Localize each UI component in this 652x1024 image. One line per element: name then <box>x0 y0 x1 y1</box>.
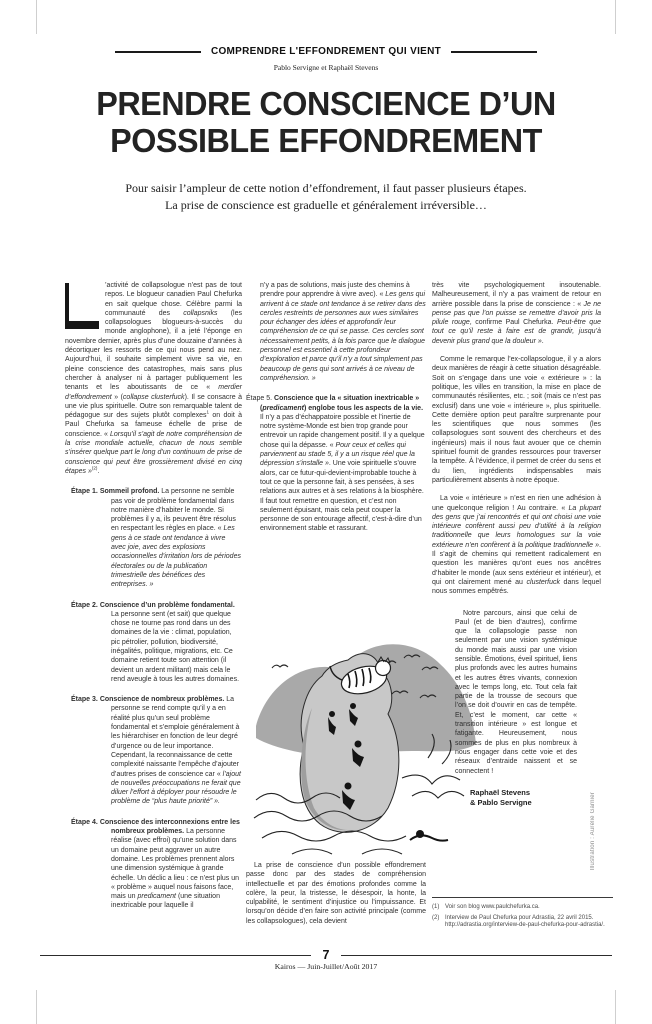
etape-1-title: Sommeil profond. <box>99 488 160 496</box>
footer-rule-left <box>40 955 311 956</box>
kicker: COMPRENDRE L'EFFONDREMENT QUI VIENT <box>210 46 442 57</box>
footnote-2-text: Interview de Paul Chefurka pour Adrastia, 22 avril 2015. http://adrastia.org/interview-de-paul-chefurka-pour-adrastia/. <box>445 914 605 928</box>
etape-2-label: Étape 2. <box>71 601 98 609</box>
page-number: 7 <box>322 948 330 962</box>
etape-4-label: Étape 4. <box>71 818 98 826</box>
etape-3-label: Étape 3. <box>71 696 98 704</box>
etape-4 <box>65 818 242 911</box>
etape-5-title: Conscience que la « situation inextricable » (predicament) englobe tous les aspects de la vie. <box>260 395 424 412</box>
crop-mark <box>36 0 37 34</box>
title-line-2: POSSIBLE EFFONDREMENT <box>110 122 542 159</box>
article-header <box>0 46 652 213</box>
crop-mark <box>615 0 616 34</box>
footnote-1-number: (1) <box>432 904 440 910</box>
title-line-1: PRENDRE CONSCIENCE D’UN <box>96 85 556 122</box>
signature <box>470 788 601 808</box>
kicker-rule-right <box>451 51 537 53</box>
illustration-credit: Illustration : Aurélie Garnier <box>590 792 596 871</box>
authors-line: Pablo Servigne et Raphaël Stevens <box>273 63 379 72</box>
dropcap-L <box>65 283 99 329</box>
column-2 <box>246 281 426 534</box>
closing-paragraph: La prise de conscience d’un possible effondrement passe donc par des stades de compréhension intellectuelle et par des émotions profondes comme la colère, la peur, la tristesse, le désespoir, la honte, la culpabilité, le sentiment d’injustice ou l’impuissance. Et lorsqu’on décide d’en faire son activité principale (comme les collapsologues), cela devient <box>246 862 426 925</box>
etape-2 <box>65 601 242 685</box>
etape-5-body: Il n’y a pas d’échappatoire possible et l’inertie de notre système-Monde est bien trop grande pour entrevoir un rapide changement positif. Il y a quelque chose qui la dépasse. « Pour ceux et celles qui parviennent au stade 5, il y a un risque réel que la dépression s’installe ». Une voie spirituelle s’ouvre alors, car ce futur-qui-devient-improbable touche à tout ce que la personne fait, à ses pensées, à ses relations aux autres et à ses relations à la biosphère. Il faut tout remettre en question, et c’est non seulement épuisant, mais cela peut couper la personne de son entourage affectif, c’est-à-dire d’un environnement stable et rassurant. <box>260 413 425 533</box>
standfirst-line-1: Pour saisir l’ampleur de cette notion d’effondrement, il faut passer plusieurs étapes. <box>125 181 527 195</box>
standfirst <box>0 180 652 213</box>
etape-5-label: Étape 5. <box>246 395 273 403</box>
standfirst-line-2: La prise de conscience est graduelle et généralement irréversible… <box>165 197 487 212</box>
footnote-1-text: Voir son blog www.paulchefurka.ca. <box>445 904 540 910</box>
crop-mark <box>615 990 616 1024</box>
col3-paragraph-4: Notre parcours, ainsi que celui de Paul (et de bien d’autres), confirme que la collapsologie passe non seulement par une vision systémique du monde mais aussi par une vision sensible. Émotions, éveil spirituel, liens plus profonds avec les autres humains et les autres êtres vivants, connexion avec le temps long, etc. Tout cela fait partie de la trousse de secours que l’on se doit d’ouvrir en cas de tempête. Et, c’est le moment, car cette « transition intérieure » est longue et fatigante. Heureusement, nous sommes de plus en plus nombreux à nous engager dans cette voie et des réseaux d’entraide naissent et se connectent ! <box>455 609 577 775</box>
col3-paragraph-3: La voie « intérieure » n’est en rien une adhésion à une quelconque religion ! Au contraire. « La plupart des gens que j’ai rencontrés et qui ont choisi une voie intérieure confèrent aussi peu d’utilité à la religion traditionnelle que leurs homologues sur la voie extérieure n’en confèrent à la politique traditionnelle ». Il s’agit de chemins qui remettent radicalement en question les manières qu’ont eues nos ancêtres d’habiter le monde (aux sens extérieur et intérieur), et qui ont clairement mené au clusterfuck dans lequel nous sommes empêtrés. <box>432 495 601 596</box>
etape-3-body: La personne se rend compte qu’il y a en réalité plus qu’un seul problème fondamental et s’emploie généralement à les hiérarchiser en fonction de leur degré d’urgence ou de leur importance. Cependant, la reconnaissance de cette complexité naissante l’empêche d’ajouter d’autres prises de conscience car « l’ajout de nouvelles préoccupations ne ferait que diluer l’effort à déployer pour résoudre le problème de “plus haute priorité” ». <box>111 696 241 806</box>
footnote-2 <box>432 915 613 930</box>
footer-rule <box>40 948 612 962</box>
journal-line: Kairos — Juin-Juillet/Août 2017 <box>274 962 378 971</box>
footnote-2-number: (2) <box>432 914 440 921</box>
footnote-1 <box>432 904 613 912</box>
footnotes <box>432 904 613 930</box>
signature-line-2: & Pablo Servigne <box>470 797 532 807</box>
footnote-rule <box>432 897 613 898</box>
etape-3-title: Conscience de nombreux problèmes. <box>99 696 225 704</box>
etape-5 <box>246 394 426 533</box>
page-title <box>7 85 646 159</box>
etape-4-continuation: n’y a pas de solutions, mais juste des chemins à prendre pour apprendre à vivre avec). « Les gens qui arrivent à ce stade ont tendance à se retirer dans des cercles restreints de personnes aux vues similaires pour échanger des idées et approfondir leur compréhension de ce qui se passe. Ces cercles sont nécessairement petits, à la fois parce que le dialogue personnel est essentiel à cette profondeur d’exploration et parce qu’il n’y a tout simplement pas beaucoup de gens qui sont arrivés à ce niveau de compréhension. » <box>260 282 426 382</box>
etape-1 <box>65 487 242 589</box>
etape-2-body: La personne sent (et sait) que quelque chose ne tourne pas rond dans un des domaines de la vie : climat, population, pic pétrolier, pollution, biodiversité, inégalités, politique, migrations, etc. Ce domaine retient toute son attention (il devient un ardent militant) mais cela le rend aveugle à tous les autres domaines. <box>111 610 240 683</box>
etape-2-title: Conscience d’un problème fondamental. <box>99 601 235 609</box>
swimmer-figure <box>410 830 448 841</box>
etape-4-body: La personne réalise (avec effroi) qu’une solution dans un domaine peut aggraver un autre domaine. Les problèmes prennent alors une dimension systémique à grande échelle. Un déclic a lieu : ce n’est plus un « problème » auquel nous faisons face, mais un predicament (une situation inextricable pour laquelle il <box>111 828 240 910</box>
col3-paragraph-1: très vite psychologiquement insoutenable. Malheureusement, il n’y a pas vraiment de retour en arrière possible dans la prise de conscience : « Je ne pense pas que l’on puisse se remettre d’avoir pris la pilule rouge, confirme Paul Chefurka. Peut-être que tout ce qu’il reste à faire est de grandir, jusqu’à devenir plus grand que la douleur ». <box>432 282 602 345</box>
etape-3 <box>65 695 242 807</box>
kicker-rule-left <box>115 51 201 53</box>
etape-1-label: Étape 1. <box>71 488 98 496</box>
signature-line-1: Raphaël Stevens <box>470 787 531 797</box>
intro-text: ’activité de collapsologue n’est pas de tout repos. Le blogueur canadien Paul Chefurka en sait quelque chose. Célèbre parmi la communauté des collapsniks (les collapsologues blogueurs-à-succès du monde anglophone), il a jeté l’éponge en novembre dernier, après plus d’une douzaine d’années à décortiquer les ressorts de ce qui nous pend au nez. Aujourd’hui, il souhaite simplement vivre sa vie, en pleine conscience des catastrophes, mais sans plus chercher à analyser ni à partager publiquement les tenants et les aboutissants de ce « merdier d’effondrement » (collapse clusterfuck). Il se consacre à une vie plus spirituelle. Outre son remarquable talent de pédagogue sur des sujets plutôt complexes$^1$ on doit à Paul Chefurka sa fameuse échelle de prise de conscience. « Lorsqu’il s’agit de notre compréhension de la crise mondiale actuelle, chacun de nous semble s’insérer quelque part le long d’un continuum de prise de conscience qui peut être grossièrement divisé en cinq étapes »$^{(2)}$. <box>65 282 243 475</box>
etape-4-title: Conscience des interconnexions entre les nombreux problèmes. <box>99 818 240 836</box>
crop-mark <box>36 990 37 1024</box>
footer-rule-right <box>341 955 612 956</box>
intro-paragraph <box>65 281 242 476</box>
kicker-row <box>0 46 652 57</box>
col3-paragraph-2: Comme le remarque l’ex-collapsologue, il y a alors deux manières de réagir à cette situation désagréable. Soit on s’engage dans une voie « extérieure » : la politique, les villes en transition, la mise en place de communautés résilientes, etc. ; soit (mais ce n’est pas exclusif) dans une voie « intérieure », plus spirituelle. Cette dernière option peut paraître surprenante pour les scientifiques que nous sommes (les collapsologues sont souvent des chercheurs et des ingénieurs) mais il nous faut avouer que ce chemin spirituel fournit de grandes ressources pour traverser la tempête. À l’évidence, il permet de créer du sens et du lien, ingrédients indispensables mais particulièrement absents à notre époque. <box>432 356 601 484</box>
column-3 <box>432 281 601 808</box>
column-1 <box>65 281 242 911</box>
etape-1-body: La personne ne semble pas voir de problème fondamental dans notre manière d’habiter le monde. Si problèmes il y a, ils peuvent être résolus en respectant les règles en place. « Les gens à ce stade ont tendance à vivre avec joie, avec des explosions occasionnelles d’irritation lors de périodes électorales ou de la publication trimestrielle des bénéfices des entreprises. » <box>111 488 241 589</box>
